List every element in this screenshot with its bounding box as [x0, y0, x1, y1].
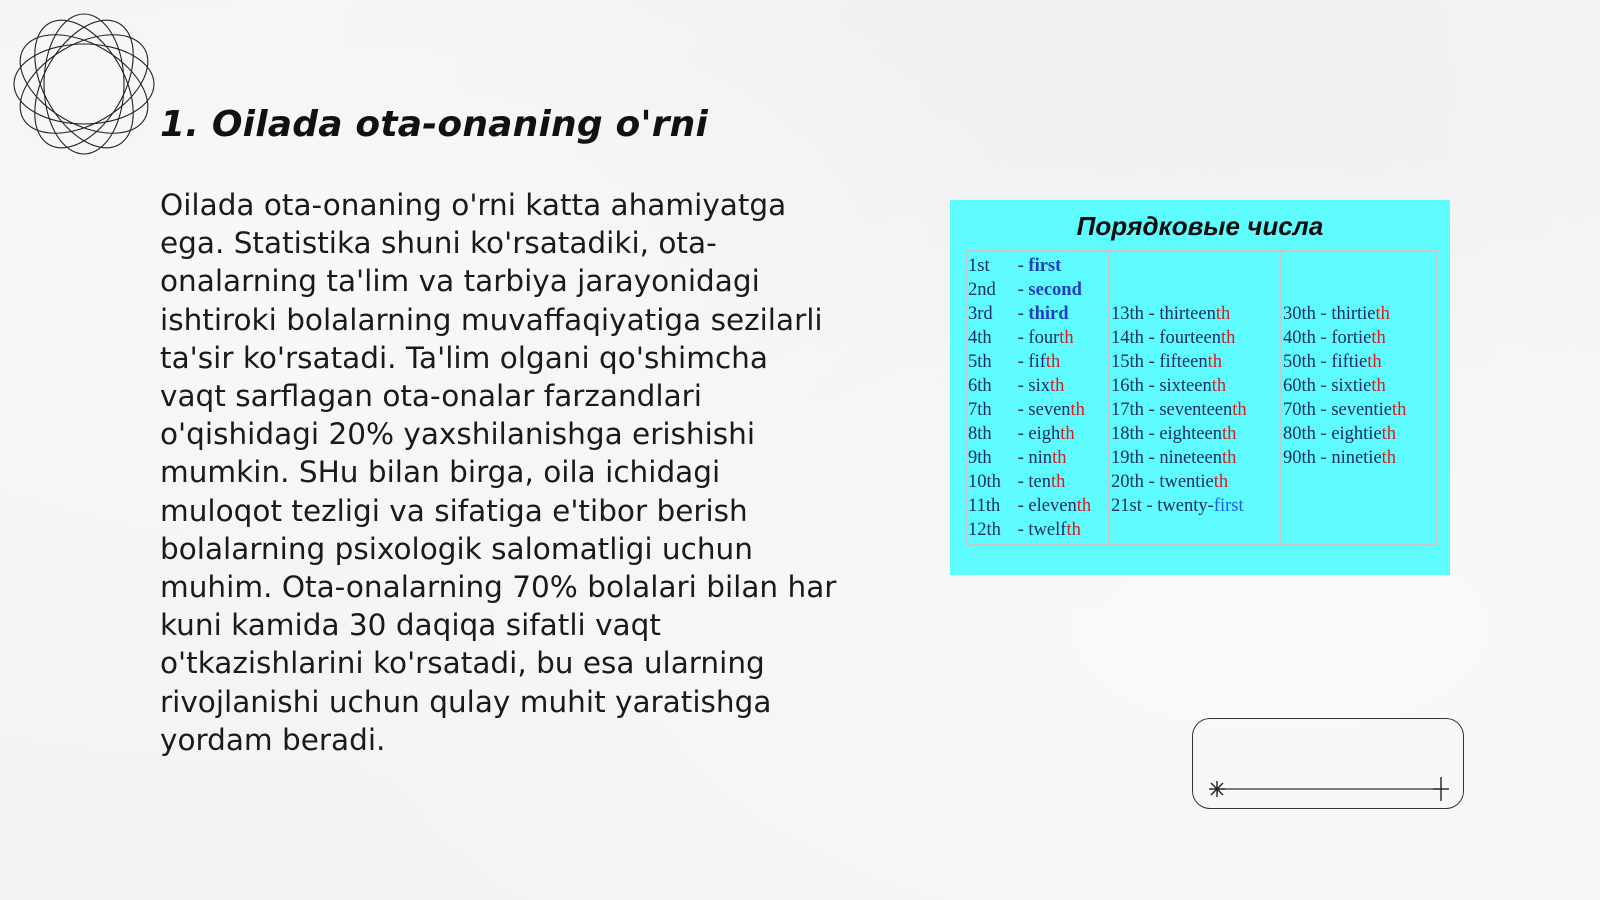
ordinal-suffix: th	[1066, 520, 1081, 540]
ordinal-number: 10th	[968, 472, 1001, 492]
table-grid	[965, 250, 1437, 546]
ordinal-row	[968, 350, 1060, 374]
ordinal-separator: -	[1017, 304, 1029, 324]
ordinal-row	[1283, 446, 1396, 470]
ordinal-row	[968, 374, 1064, 398]
ordinal-separator: -	[1143, 424, 1160, 444]
ordinal-row	[968, 494, 1091, 518]
ordinal-row	[968, 326, 1074, 350]
ordinal-suffix: first	[1213, 496, 1244, 516]
ordinal-word: eigh	[1028, 424, 1061, 444]
ordinal-row	[968, 518, 1081, 542]
ordinal-number: 19th	[1111, 448, 1144, 468]
ordinal-separator: -	[1315, 376, 1332, 396]
ordinal-row	[1111, 326, 1235, 350]
ordinal-word: fortie	[1331, 328, 1372, 348]
ordinal-separator: -	[1315, 328, 1332, 348]
ordinal-word: eleven	[1028, 496, 1077, 516]
ordinal-number: 1st	[968, 256, 990, 276]
ordinal-suffix: th	[1045, 352, 1061, 372]
ordinal-word: eighteen	[1159, 424, 1222, 444]
ordinal-separator: -	[1017, 256, 1029, 276]
ordinal-separator: -	[1017, 520, 1029, 540]
ordinal-suffix: th	[1232, 400, 1247, 420]
ordinal-word: four	[1028, 328, 1060, 348]
ordinal-suffix: th	[1050, 376, 1065, 396]
ordinal-number: 9th	[968, 448, 992, 468]
ordinal-row	[968, 398, 1085, 422]
ordinal-suffix: th	[1375, 304, 1390, 324]
ordinal-separator: -	[1017, 352, 1029, 372]
ordinal-word: twenty-	[1157, 496, 1214, 516]
ordinal-suffix: th	[1221, 424, 1237, 444]
ordinal-separator: -	[1315, 352, 1332, 372]
ordinal-word: fif	[1028, 352, 1046, 372]
ordinal-number: 15th	[1111, 352, 1144, 372]
ordinal-number: 4th	[968, 328, 992, 348]
ordinal-suffix: th	[1367, 352, 1382, 372]
ordinal-row	[1111, 470, 1228, 494]
ordinal-word: ninetie	[1331, 448, 1382, 468]
ordinal-number: 3rd	[968, 304, 993, 324]
ordinal-separator: -	[1143, 448, 1160, 468]
ordinal-suffix: th	[1391, 400, 1407, 420]
ordinal-number: 70th	[1283, 400, 1316, 420]
body-paragraph: Oilada ota-onaning o'rni katta ahamiyatga ega. Statistika shuni ko'rsatadiki, ota-onalarning ta'lim va tarbiya jarayonidagi ishtiroki bolalarning muvaffaqiyatiga sezilarli ta'sir ko'rsatadi. Ta'lim olgani qo'shimcha vaqt sarflagan ota-onalar farzandlari o'qishidagi 20% yaxshilanishga erishishi mumkin. SHu bilan birga, oila ichidagi muloqot tezligi va sifatiga e'tibor berish bolalarning psixologik salomatligi uchun muhim. Ota-onalarning 70% bolalari bilan har kuni kamida 30 daqiqa sifatli vaqt o'tkazishlarini ko'rsatadi, bu esa ularning rivojlanishi uchun qulay muhit yaratishga yordam beradi.	[160, 188, 837, 757]
ordinal-number: 60th	[1283, 376, 1316, 396]
ordinal-suffix: th	[1213, 472, 1229, 492]
ordinal-suffix: th	[1051, 472, 1066, 492]
ordinal-row	[1111, 350, 1222, 374]
table-column-3	[1282, 252, 1435, 544]
ordinal-word: fourteen	[1159, 328, 1221, 348]
ordinal-suffix: th	[1076, 496, 1092, 516]
ordinal-numbers-table	[950, 200, 1450, 575]
ordinal-number: 11th	[968, 496, 1001, 516]
ordinal-number: 8th	[968, 424, 992, 444]
ordinal-row	[1111, 398, 1247, 422]
ordinal-number: 2nd	[968, 280, 996, 300]
ordinal-number: 5th	[968, 352, 992, 372]
ordinal-suffix: th	[1215, 304, 1231, 324]
ordinal-separator: -	[1143, 304, 1160, 324]
ordinal-number: 21st	[1111, 496, 1142, 516]
ordinal-number: 90th	[1283, 448, 1316, 468]
ordinal-number: 16th	[1111, 376, 1144, 396]
ordinal-word: seventeen	[1159, 400, 1233, 420]
line-with-stars-icon	[1193, 719, 1465, 810]
ordinal-row	[968, 422, 1075, 446]
ordinal-row	[1283, 326, 1386, 350]
ordinal-suffix: th	[1207, 352, 1222, 372]
ordinal-row	[1111, 446, 1236, 470]
ordinal-suffix: th	[1211, 376, 1227, 396]
ordinal-word: fiftie	[1331, 352, 1368, 372]
ordinal-word: thirteen	[1159, 304, 1216, 324]
ordinal-number: 40th	[1283, 328, 1316, 348]
ordinal-suffix: th	[1371, 376, 1386, 396]
ordinal-suffix: th	[1221, 448, 1237, 468]
ordinal-separator: -	[1017, 424, 1029, 444]
ordinal-number: 13th	[1111, 304, 1144, 324]
ordinal-number: 30th	[1283, 304, 1316, 324]
ordinal-word: six	[1028, 376, 1051, 396]
ordinal-word: second	[1028, 280, 1082, 300]
ordinal-row	[1283, 398, 1406, 422]
ordinal-number: 6th	[968, 376, 992, 396]
ordinal-row	[968, 446, 1066, 470]
ordinal-separator: -	[1143, 328, 1160, 348]
ordinal-number: 80th	[1283, 424, 1316, 444]
ordinal-word: thirtie	[1331, 304, 1376, 324]
ordinal-row	[968, 302, 1069, 326]
ordinal-suffix: th	[1220, 328, 1236, 348]
ordinal-word: seven	[1028, 400, 1071, 420]
ordinal-word: eightie	[1331, 424, 1382, 444]
slide-title: 1. Oilada ota-onaning o'rni	[160, 104, 709, 145]
ordinal-row	[1111, 494, 1244, 518]
ordinal-number: 14th	[1111, 328, 1144, 348]
ordinal-separator: -	[1315, 304, 1332, 324]
ordinal-word: twentie	[1159, 472, 1214, 492]
ordinal-suffix: th	[1381, 448, 1397, 468]
ordinal-word: seventie	[1331, 400, 1392, 420]
ordinal-separator: -	[1143, 472, 1160, 492]
ordinal-row	[968, 278, 1082, 302]
ordinal-suffix: th	[1059, 328, 1074, 348]
ordinal-row	[1111, 302, 1230, 326]
table-column-2	[1110, 252, 1282, 544]
ordinal-row	[968, 470, 1065, 494]
ordinal-suffix: th	[1070, 400, 1085, 420]
ordinal-word: twelf	[1028, 520, 1067, 540]
ordinal-separator: -	[1017, 280, 1029, 300]
ordinal-separator: -	[1315, 424, 1332, 444]
ordinal-suffix: th	[1052, 448, 1067, 468]
ordinal-row	[1283, 302, 1390, 326]
ordinal-row	[1283, 350, 1382, 374]
ordinal-row	[1283, 374, 1386, 398]
ordinal-row	[1283, 422, 1396, 446]
ordinal-separator: -	[1141, 496, 1158, 516]
ordinal-row	[1111, 422, 1236, 446]
ordinal-word: sixtie	[1331, 376, 1372, 396]
ordinal-number: 50th	[1283, 352, 1316, 372]
circular-ornament-icon	[10, 10, 158, 158]
ordinal-separator: -	[1315, 448, 1332, 468]
ordinal-word: ten	[1028, 472, 1052, 492]
ordinal-separator: -	[1143, 376, 1160, 396]
ordinal-separator: -	[1017, 328, 1029, 348]
ordinal-number: 7th	[968, 400, 992, 420]
ordinal-number: 20th	[1111, 472, 1144, 492]
ordinal-suffix: th	[1371, 328, 1386, 348]
ordinal-suffix: th	[1381, 424, 1397, 444]
ordinal-number: 17th	[1111, 400, 1144, 420]
ordinal-word: nineteen	[1159, 448, 1222, 468]
ordinal-word: first	[1028, 256, 1062, 276]
ordinal-separator: -	[1017, 496, 1029, 516]
table-title: Порядковые числа	[1076, 211, 1324, 241]
decorative-rounded-frame	[1192, 718, 1464, 809]
ordinal-separator: -	[1017, 400, 1029, 420]
ordinal-row	[1111, 374, 1226, 398]
ordinal-row	[968, 254, 1061, 278]
ordinal-word: third	[1028, 304, 1069, 324]
ordinal-word: nin	[1028, 448, 1053, 468]
ordinal-separator: -	[1315, 400, 1332, 420]
ordinal-separator: -	[1143, 352, 1160, 372]
ordinal-number: 18th	[1111, 424, 1144, 444]
ordinal-suffix: th	[1060, 424, 1075, 444]
table-column-1	[967, 252, 1110, 544]
ordinal-separator: -	[1017, 376, 1029, 396]
ordinal-separator: -	[1143, 400, 1160, 420]
ordinal-word: sixteen	[1159, 376, 1212, 396]
ordinal-separator: -	[1017, 472, 1029, 492]
ordinal-word: fifteen	[1159, 352, 1208, 372]
ordinal-number: 12th	[968, 520, 1001, 540]
ordinal-separator: -	[1017, 448, 1029, 468]
